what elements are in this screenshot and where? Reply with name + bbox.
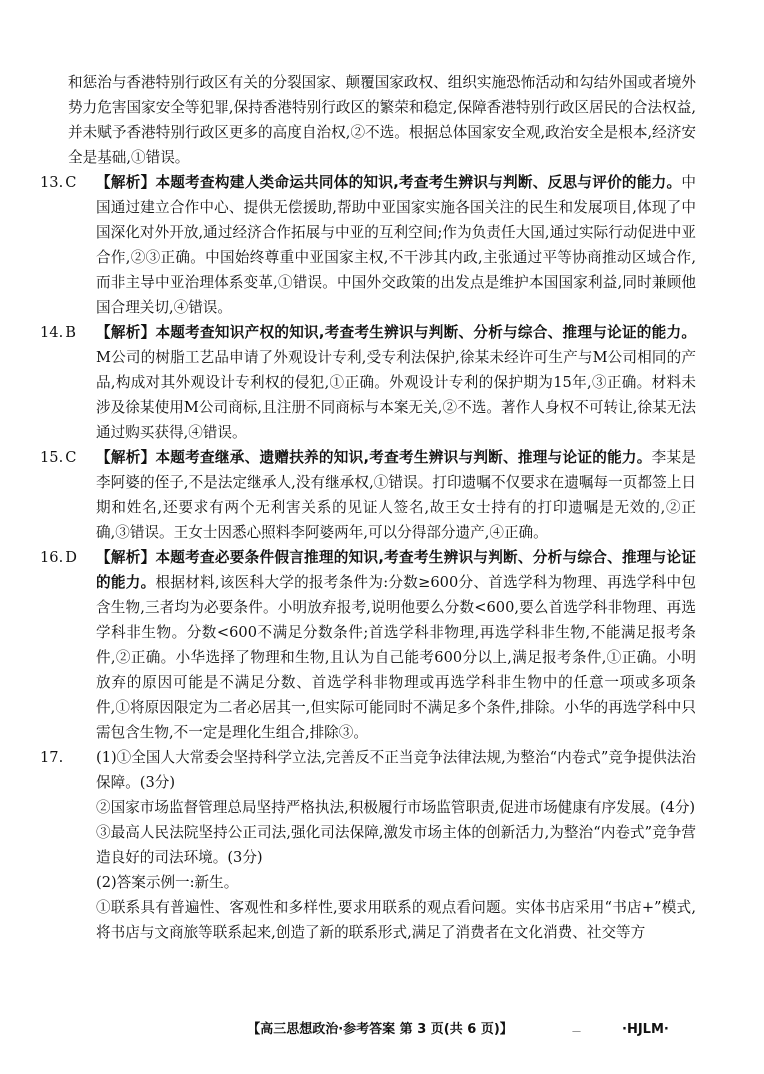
q17-part-4: (2)答案示例一:新生。 xyxy=(96,874,239,891)
answer-item-16 xyxy=(40,545,696,745)
analysis-body: 根据材料,该医科大学的报考条件为:分数≥600分、首选学科为物理、再选学科中包含生物,三者均为必要条件。小明放弃报考,说明他要么分数<600,要么首选学科非物理、再选学科非生物。分数<600不满足分数条件;首选学科非物理,再选学科非生物,不能满足报考条件,②正确。小华选择了物理和生物,且认为自己能考600分以上,满足报考条件,①正确。小明放弃的原因可能是不满足分数、首选学科非物理或再选学科非生物中的任意一项或多项条件,①将原因限定为二者必居其一,但实际可能同时不满足多个条件,排除。小华的再选学科中只需包含生物,不一定是理化生组合,排除③。 xyxy=(96,574,696,741)
q17-part-1: (1)①全国人大常委会坚持科学立法,完善反不正当竞争法律法规,为整治“内卷式”竞争提供法治保障。(3分) xyxy=(96,749,696,791)
analysis-heading: 【解析】本题考查构建人类命运共同体的知识,考查考生辨识与判断、反思与评价的能力。 xyxy=(96,174,682,191)
intro-paragraph: 和惩治与香港特别行政区有关的分裂国家、颠覆国家政权、组织实施恐怖活动和勾结外国或者境外势力危害国家安全等犯罪,保持香港特别行政区的繁荣和稳定,保障香港特别行政区居民的合法权益,并未赋予香港特别行政区更多的高度自治权,②不选。根据总体国家安全观,政治安全是根本,经济安全是基础,①错误。 xyxy=(68,74,696,166)
analysis-heading: 【解析】本题考查知识产权的知识,考查考生辨识与判断、分析与综合、推理与论证的能力。 xyxy=(96,324,696,341)
answer-item-13 xyxy=(40,170,696,320)
question-number: 13. C xyxy=(40,174,77,191)
q17-part-5: ①联系具有普遍性、客观性和多样性,要求用联系的观点看问题。实体书店采用“书店+”模式,将书店与文商旅等联系起来,创造了新的联系形式,满足了消费者在文化消费、社交等方 xyxy=(96,899,696,941)
q17-part-3: ③最高人民法院坚持公正司法,强化司法保障,激发市场主体的创新活力,为整治“内卷式”竞争营造良好的司法环境。(3分) xyxy=(96,824,696,866)
analysis-heading: 【解析】本题考查继承、遗赠扶养的知识,考查考生辨识与判断、推理与论证的能力。 xyxy=(96,449,652,466)
question-number: 14. B xyxy=(40,324,76,341)
question-number: 17. xyxy=(40,749,64,766)
answer-item-15 xyxy=(40,445,696,545)
analysis-body: 李某是李阿婆的侄子,不是法定继承人,没有继承权,①错误。打印遗嘱不仅要求在遗嘱每一页都签上日期和姓名,还要求有两个无利害关系的见证人签名,故王女士持有的打印遗嘱是无效的,②正确,③错误。王女士因悉心照料李阿婆两年,可以分得部分遗产,④正确。 xyxy=(96,449,696,541)
analysis-body: 中国通过建立合作中心、提供无偿援助,帮助中亚国家实施各国关注的民生和发展项目,体现了中国深化对外开放,通过经济合作拓展与中亚的互利空间;作为负责任大国,通过实际行动促进中亚合作,②③正确。中国始终尊重中亚国家主权,不干涉其内政,主张通过平等协商推动区域合作,而非主导中亚治理体系变革,①错误。中国外交政策的出发点是维护本国国家利益,同时兼顾他国合理关切,④错误。 xyxy=(96,174,696,316)
answer-content xyxy=(40,70,696,945)
question-number: 16. D xyxy=(40,549,77,566)
footer-mark: — xyxy=(572,1027,581,1037)
analysis-body: M公司的树脂工艺品申请了外观设计专利,受专利法保护,徐某未经许可生产与M公司相同的产品,构成对其外观设计专利权的侵犯,①正确。外观设计专利的保护期为15年,③正确。材料未涉及徐某使用M公司商标,且注册不同商标与本案无关,②不选。著作人身权不可转让,徐某无法通过购买获得,④错误。 xyxy=(96,349,696,441)
analysis-heading: 【解析】本题考查必要条件假言推理的知识,考查考生辨识与判断、分析与综合、推理与论证的能力。 xyxy=(96,549,696,591)
footer-code: ·HJLM· xyxy=(622,1022,669,1037)
answer-item-14 xyxy=(40,320,696,445)
answer-item-17 xyxy=(40,745,696,945)
footer-page-info: 【高三思想政治·参考答案 第 3 页(共 6 页)】 xyxy=(247,1022,513,1037)
question-number: 15. C xyxy=(40,449,77,466)
q17-part-2: ②国家市场监督管理总局坚持严格执法,积极履行市场监管职责,促进市场健康有序发展。(4分) xyxy=(96,799,696,816)
